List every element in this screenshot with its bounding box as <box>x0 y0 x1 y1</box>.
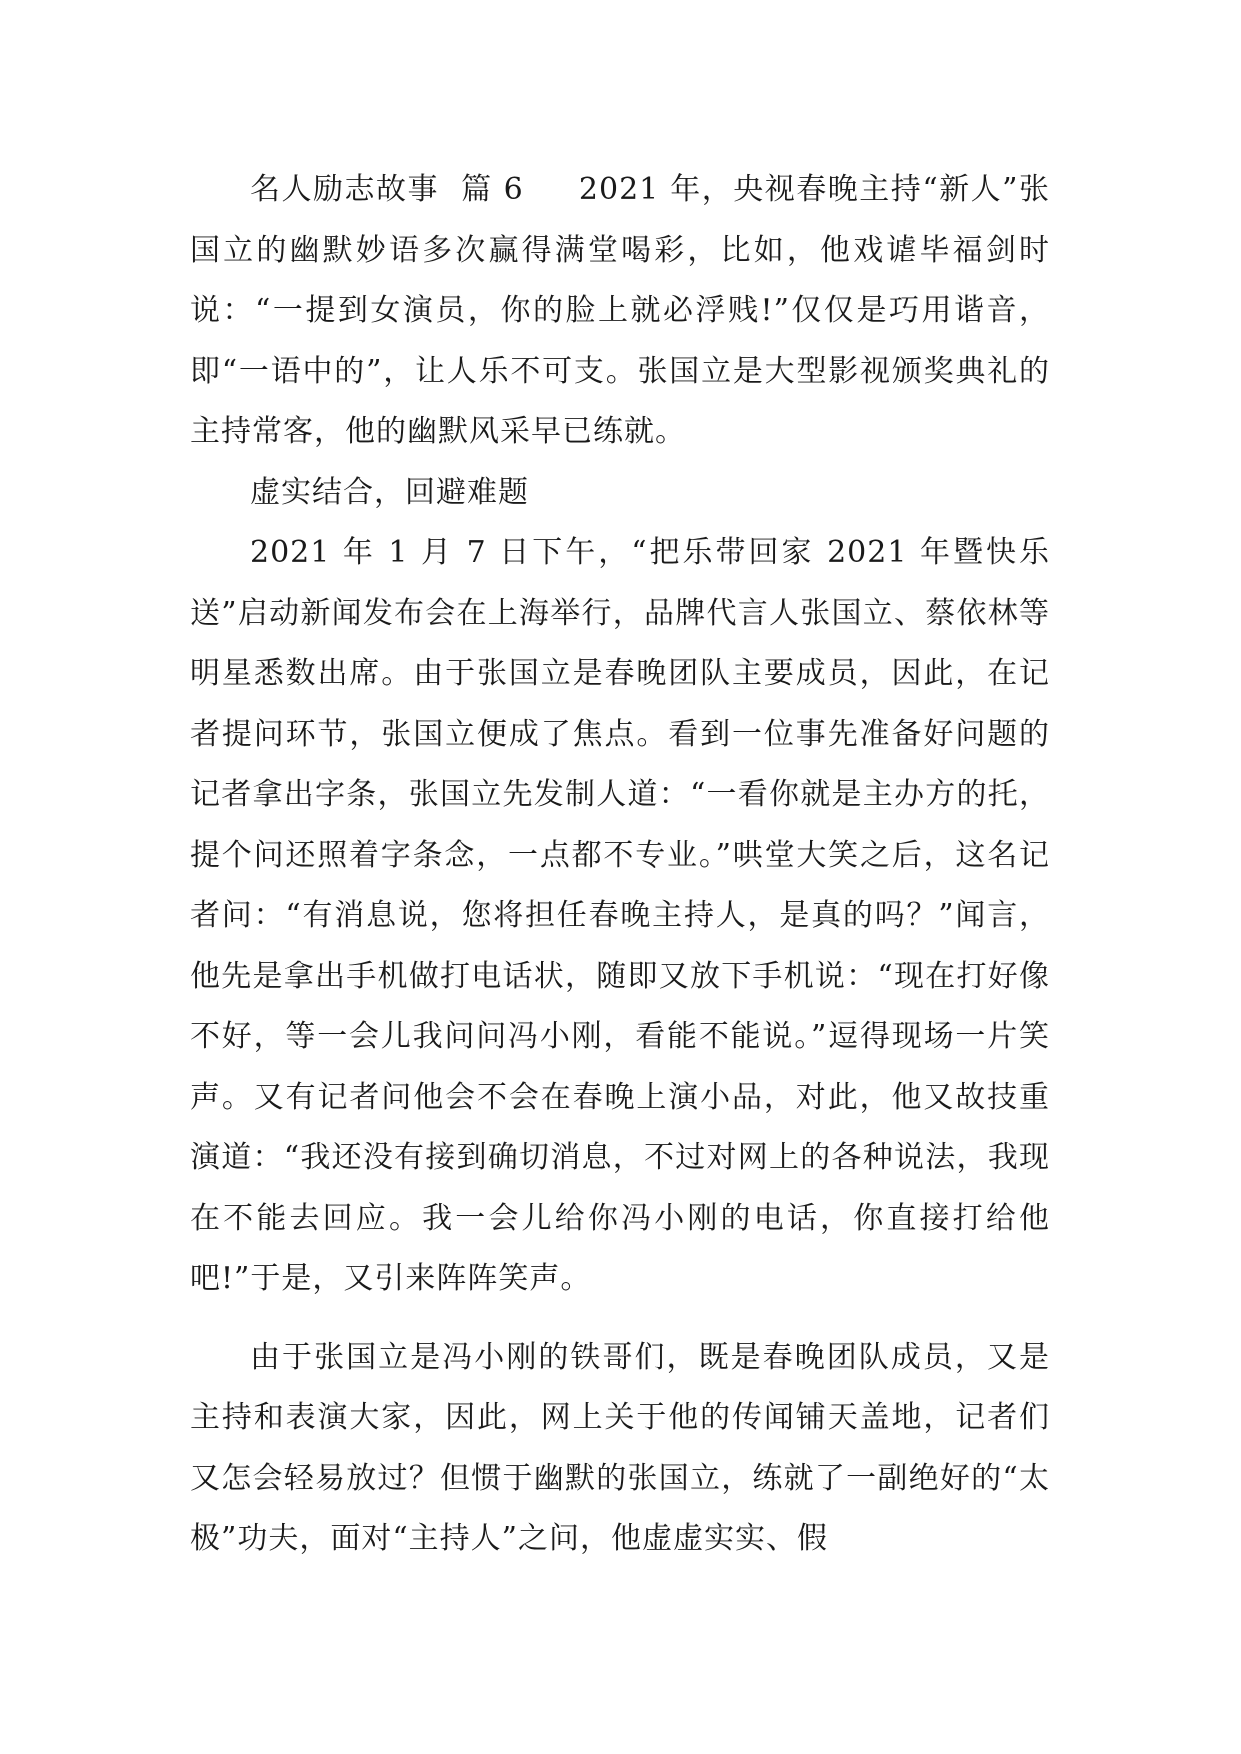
document-page <box>190 160 1050 1570</box>
paragraph-taiji: 由于张国立是冯小刚的铁哥们，既是春晚团队成员，又是主持和表演大家，因此，网上关于他的传闻铺天盖地，记者们又怎会轻易放过？但惯于幽默的张国立，练就了一副绝好的“太极”功夫，面对“主持人”之问，他虚虚实实、假 <box>190 1339 1050 1556</box>
paragraph-intro: 名人励志故事 篇 6 2021 年，央视春晚主持“新人”张国立的幽默妙语多次赢得满堂喝彩，比如，他戏谑毕福剑时说：“一提到女演员，你的脸上就必浮贱!”仅仅是巧用谐音，即“一语中的”，让人乐不可支。张国立是大型影视颁奖典礼的主持常客，他的幽默风采早已练就。 <box>190 172 1050 449</box>
paragraph-press-conference: 2021 年 1 月 7 日下午，“把乐带回家 2021 年暨快乐送”启动新闻发布会在上海举行，品牌代言人张国立、蔡依林等明星悉数出席。由于张国立是春晚团队主要成员，因此，在记者提问环节，张国立便成了焦点。看到一位事先准备好问题的记者拿出字条，张国立先发制人道：“一看你就是主办方的托，提个问还照着字条念，一点都不专业。”哄堂大笑之后，这名记者问：“有消息说，您将担任春晚主持人，是真的吗？”闻言，他先是拿出手机做打电话状，随即又放下手机说：“现在打好像不好，等一会儿我问问冯小刚，看能不能说。”逗得现场一片笑声。又有记者问他会不会在春晚上演小品，对此，他又故技重演道：“我还没有接到确切消息，不过对网上的各种说法，我现在不能去回应。我一会儿给你冯小刚的电话，你直接打给他吧!”于是，又引来阵阵笑声。 <box>190 535 1050 1296</box>
paragraph-subheading: 虚实结合，回避难题 <box>250 474 529 510</box>
